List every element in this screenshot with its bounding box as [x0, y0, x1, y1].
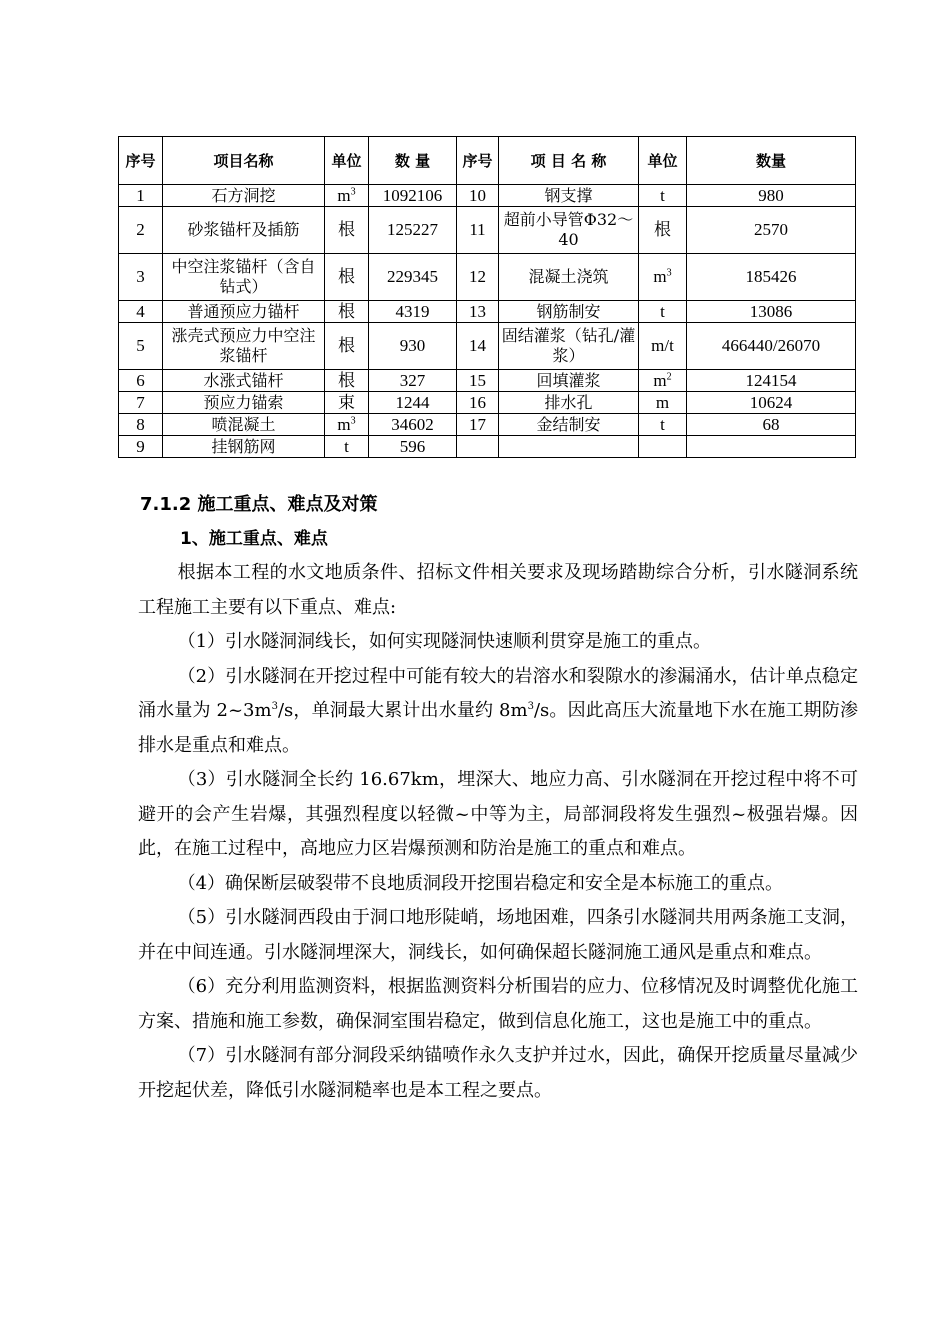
item-name: 喷混凝土	[163, 414, 325, 436]
table-row	[119, 370, 856, 392]
item-unit: m/t	[639, 323, 687, 370]
row-number: 8	[119, 414, 163, 436]
header-cell: 项 目 名 称	[499, 137, 639, 185]
item-quantity: 68	[687, 414, 856, 436]
item-name: 普通预应力锚杆	[163, 301, 325, 323]
row-number: 15	[457, 370, 499, 392]
table-row	[119, 414, 856, 436]
item-quantity: 4319	[369, 301, 457, 323]
paragraph-6: （6）充分利用监测资料，根据监测资料分析围岩的应力、位移情况及时调整优化施工方案、措施和施工参数，确保洞室围岩稳定，做到信息化施工，这也是施工中的重点。	[138, 976, 858, 1032]
item-quantity: 124154	[687, 370, 856, 392]
quantity-table	[118, 136, 856, 458]
table-row	[119, 301, 856, 323]
paragraph-3: （3）引水隧洞全长约 16.67km，埋深大、地应力高、引水隧洞在开挖过程中将不可避开的会产生岩爆，其强烈程度以轻微~中等为主，局部洞段将发生强烈~极强岩爆。因此，在施工过程中，高地应力区岩爆预测和防治是施工的重点和难点。	[138, 769, 858, 859]
header-cell: 项目名称	[163, 137, 325, 185]
item-name: 超前小导管Φ32～40	[499, 207, 639, 254]
body-text	[138, 556, 858, 1108]
item-unit: $m^3$	[325, 414, 369, 436]
item-unit: $m^3$	[325, 185, 369, 207]
paragraph-1: （1）引水隧洞洞线长，如何实现隧洞快速顺利贯穿是施工的重点。	[177, 631, 712, 652]
item-name	[499, 436, 639, 458]
item-unit: 束	[325, 392, 369, 414]
item-name: 中空注浆锚杆（含自钻式）	[163, 254, 325, 301]
item-unit: t	[325, 436, 369, 458]
item-quantity: 185426	[687, 254, 856, 301]
item-quantity: 327	[369, 370, 457, 392]
item-quantity: 34602	[369, 414, 457, 436]
item-name: 金结制安	[499, 414, 639, 436]
item-unit: $m^2$	[639, 370, 687, 392]
header-cell: 单位	[639, 137, 687, 185]
header-cell: 序号	[457, 137, 499, 185]
paragraph-5: （5）引水隧洞西段由于洞口地形陡峭，场地困难，四条引水隧洞共用两条施工支洞，并在中间连通。引水隧洞埋深大，洞线长，如何确保超长隧洞施工通风是重点和难点。	[138, 907, 858, 963]
header-cell: 数量	[687, 137, 856, 185]
paragraph-4: （4）确保断层破裂带不良地质洞段开挖围岩稳定和安全是本标施工的重点。	[177, 872, 784, 894]
item-name: 涨壳式预应力中空注浆锚杆	[163, 323, 325, 370]
paragraph-intro: 根据本工程的水文地质条件、招标文件相关要求及现场踏勘综合分析，引水隧洞系统工程施工主要有以下重点、难点:	[138, 562, 858, 618]
row-number: 11	[457, 207, 499, 254]
table-row	[119, 323, 856, 370]
item-name: 水涨式锚杆	[163, 370, 325, 392]
item-unit: 根	[325, 370, 369, 392]
item-quantity: 2570	[687, 207, 856, 254]
row-number: 6	[119, 370, 163, 392]
row-number: 10	[457, 185, 499, 207]
row-number: 12	[457, 254, 499, 301]
item-unit: 根	[325, 254, 369, 301]
item-unit: 根	[325, 323, 369, 370]
item-quantity: 1092106	[369, 185, 457, 207]
paragraph-2: （2）引水隧洞在开挖过程中可能有较大的岩溶水和裂隙水的渗漏涌水，估计单点稳定涌水量为 $2\sim 3m^3/s$，单洞最大累计出水量约 $8m^3/s$。因此高压大流量地下水在施工期防渗排水是重点和难点。	[138, 665, 858, 756]
item-name: 排水孔	[499, 392, 639, 414]
item-unit: t	[639, 185, 687, 207]
item-unit: t	[639, 414, 687, 436]
row-number: 7	[119, 392, 163, 414]
item-name: 回填灌浆	[499, 370, 639, 392]
paragraph-7: （7）引水隧洞有部分洞段采纳锚喷作永久支护并过水，因此，确保开挖质量尽量减少开挖起伏差，降低引水隧洞糙率也是本工程之要点。	[138, 1045, 858, 1101]
row-number: 3	[119, 254, 163, 301]
item-name: 钢筋制安	[499, 301, 639, 323]
item-unit: m	[639, 392, 687, 414]
item-unit: $m^3$	[639, 254, 687, 301]
item-quantity: 1244	[369, 392, 457, 414]
table-row	[119, 207, 856, 254]
item-name: 砂浆锚杆及插筋	[163, 207, 325, 254]
item-unit	[639, 436, 687, 458]
row-number: 14	[457, 323, 499, 370]
item-unit: t	[639, 301, 687, 323]
row-number: 5	[119, 323, 163, 370]
item-quantity: 980	[687, 185, 856, 207]
item-unit: 根	[325, 207, 369, 254]
row-number: 1	[119, 185, 163, 207]
header-cell: 数 量	[369, 137, 457, 185]
item-name: 固结灌浆（钻孔/灌浆）	[499, 323, 639, 370]
row-number: 9	[119, 436, 163, 458]
item-name: 石方洞挖	[163, 185, 325, 207]
row-number: 2	[119, 207, 163, 254]
subsection-heading: 1、施工重点、难点	[180, 529, 328, 549]
row-number: 13	[457, 301, 499, 323]
item-quantity: 229345	[369, 254, 457, 301]
table-row	[119, 392, 856, 414]
item-name: 混凝土浇筑	[499, 254, 639, 301]
header-cell: 序号	[119, 137, 163, 185]
table-header-row	[119, 137, 856, 185]
row-number	[457, 436, 499, 458]
row-number: 4	[119, 301, 163, 323]
item-quantity	[687, 436, 856, 458]
row-number: 16	[457, 392, 499, 414]
item-name: 挂钢筋网	[163, 436, 325, 458]
item-quantity: 13086	[687, 301, 856, 323]
item-quantity: 930	[369, 323, 457, 370]
row-number: 17	[457, 414, 499, 436]
section-heading: 7.1.2 施工重点、难点及对策	[140, 494, 378, 515]
table-row	[119, 436, 856, 458]
item-unit: 根	[639, 207, 687, 254]
table-row	[119, 185, 856, 207]
item-quantity: 466440/26070	[687, 323, 856, 370]
item-quantity: 10624	[687, 392, 856, 414]
item-unit: 根	[325, 301, 369, 323]
item-quantity: 125227	[369, 207, 457, 254]
item-name: 钢支撑	[499, 185, 639, 207]
item-quantity: 596	[369, 436, 457, 458]
item-name: 预应力锚索	[163, 392, 325, 414]
header-cell: 单位	[325, 137, 369, 185]
table-row	[119, 254, 856, 301]
